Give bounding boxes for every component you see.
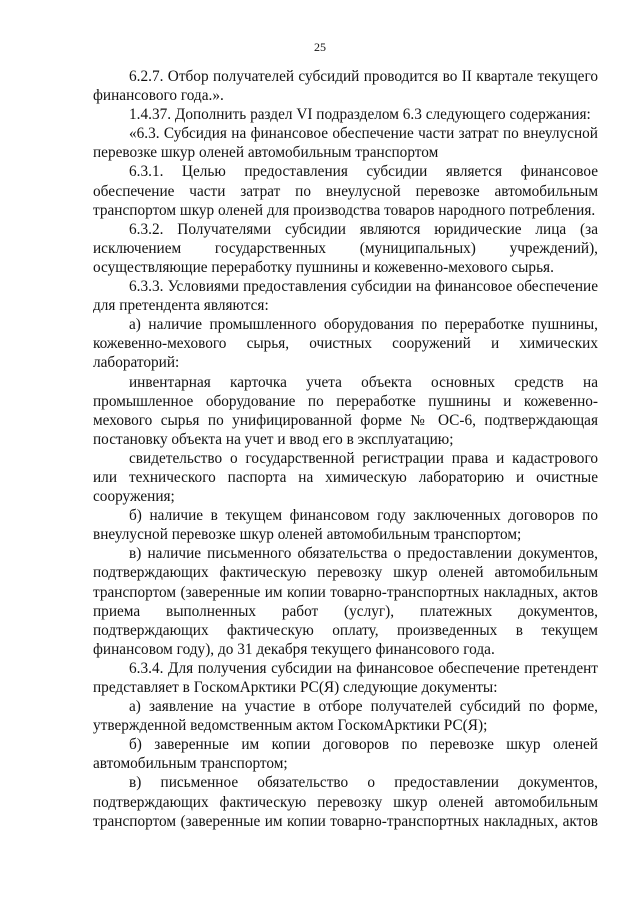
- paragraph-6-3-3: 6.3.3. Условиями предоставления субсидии на финансовое обеспечение для претендента являются:: [93, 278, 598, 315]
- list-item-b: б) наличие в текущем финансовом году заключенных договоров по внеулусной перевозке шкур оленей автомобильным транспортом;: [93, 507, 598, 544]
- list-subitem-inventory-card: инвентарная карточка учета объекта основных средств на промышленное оборудование по переработке пушнины и кожевенно-мехового сырья по унифицированной форме № ОС-6, подтверждающая постановку объекта на учет и ввод его в эксплуатацию;: [93, 373, 598, 448]
- paragraph-6-3-2: 6.3.2. Получателями субсидии являются юридические лица (за исключением государственных (муниципальных) учреждений), осуществляющие переработку пушнины и кожевенно-мехового сырья.: [93, 220, 598, 276]
- paragraph-6-3-4: 6.3.4. Для получения субсидии на финансовое обеспечение претендент представляет в ГоскомАрктики РС(Я) следующие документы:: [93, 659, 598, 696]
- page-number: 25: [314, 40, 326, 54]
- list-item-a: а) наличие промышленного оборудования по переработке пушнины, кожевенно-мехового сырья, очистных сооружений и химических лабораторий:: [93, 316, 598, 372]
- paragraph-1-4-37: 1.4.37. Дополнить раздел VI подразделом 6.3 следующего содержания:: [129, 106, 591, 124]
- paragraph-6-3-1: 6.3.1. Целью предоставления субсидии является финансовое обеспечение части затрат по внеулусной перевозке автомобильным транспортом шкур оленей для производства товаров народного потребления.: [93, 163, 598, 219]
- document-body: [93, 67, 598, 831]
- list-item-v: в) наличие письменного обязательства о предоставлении документов, подтверждающих фактическую перевозку шкур оленей автомобильным транспортом (заверенные им копии товарно-транспортных накладных, актов приема выполненных работ (услуг), платежных документов, подтверждающих фактическую оплату, произведенных в текущем финансовом году), до 31 декабря текущего финансового года.: [93, 545, 598, 658]
- subsection-heading-6-3: «6.3. Субсидия на финансовое обеспечение части затрат по внеулусной перевозке шкур оленей автомобильным транспортом: [93, 125, 598, 162]
- document-item-a: а) заявление на участие в отборе получателей субсидий по форме, утвержденной ведомственным актом ГоскомАрктики РС(Я);: [93, 698, 598, 735]
- document-item-b: б) заверенные им копии договоров по перевозке шкур оленей автомобильным транспортом;: [93, 736, 598, 773]
- list-subitem-registration-certificate: свидетельство о государственной регистрации права и кадастрового или технического паспорта на химическую лабораторию и очистные сооружения;: [93, 449, 598, 506]
- document-item-v: в) письменное обязательство о предоставлении документов, подтверждающих фактическую перевозку шкур оленей автомобильным транспортом (заверенные им копии товарно-транспортных накладных, актов: [93, 774, 598, 830]
- paragraph-6-2-7: 6.2.7. Отбор получателей субсидий проводится во II квартале текущего финансового года.».: [93, 68, 598, 105]
